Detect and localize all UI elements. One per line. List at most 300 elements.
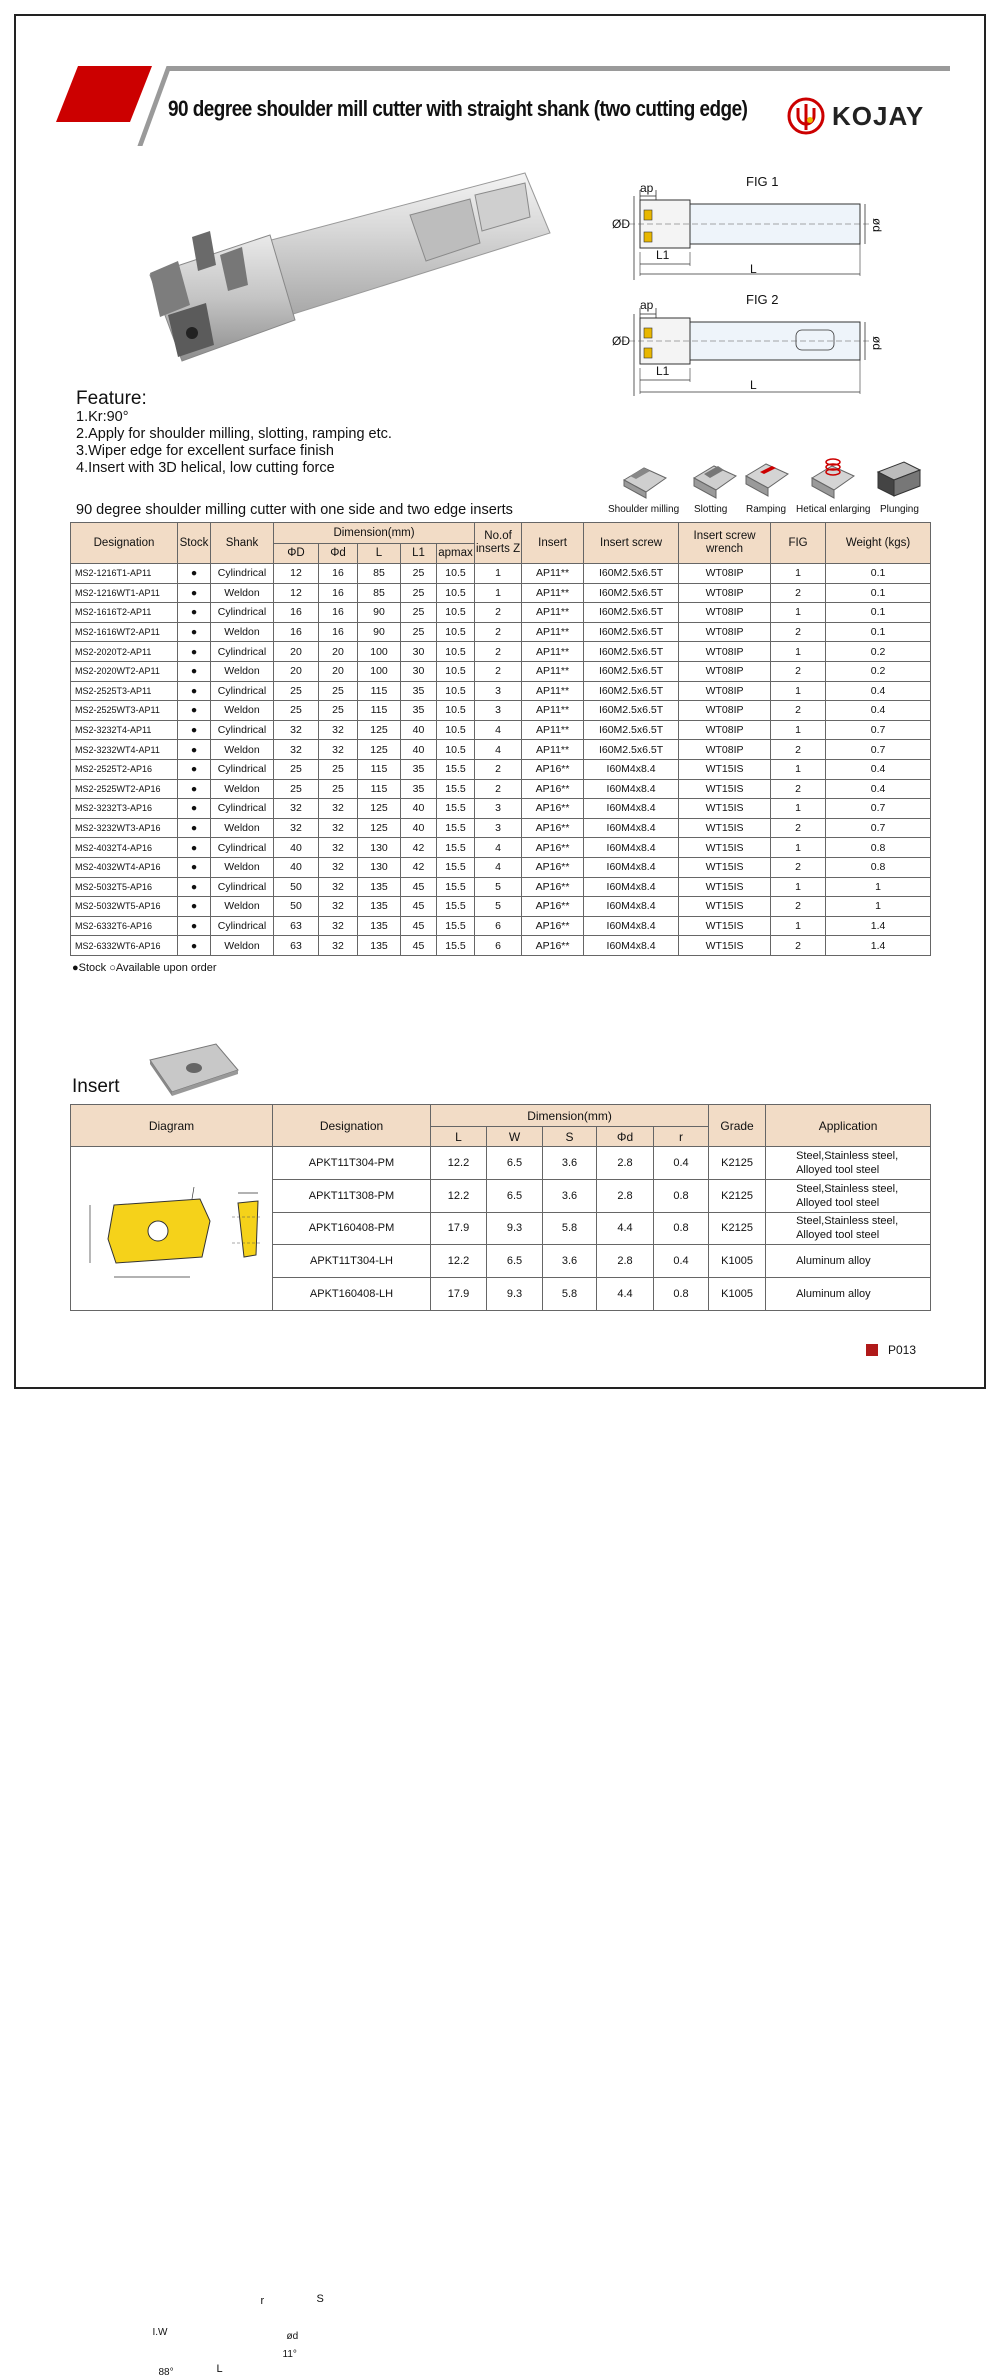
cell-r: 0.4 bbox=[654, 1245, 709, 1278]
cell-insert: AP16** bbox=[522, 916, 584, 936]
cell-weight: 0.4 bbox=[826, 779, 931, 799]
cell-wrench: WT15IS bbox=[679, 818, 771, 838]
cell-D: 50 bbox=[274, 897, 319, 917]
cell-inserts: 2 bbox=[475, 622, 522, 642]
table-row bbox=[71, 701, 931, 721]
table-row bbox=[71, 1147, 931, 1180]
cell-wrench: WT15IS bbox=[679, 779, 771, 799]
cell-insert: AP11** bbox=[522, 661, 584, 681]
cell-insert: AP11** bbox=[522, 681, 584, 701]
cell-shank: Weldon bbox=[211, 818, 274, 838]
cell-fig: 1 bbox=[771, 759, 826, 779]
header-W: W bbox=[487, 1127, 543, 1147]
cell-D: 25 bbox=[274, 779, 319, 799]
cell-application: Steel,Stainless steel, Alloyed tool steel bbox=[766, 1147, 931, 1180]
cell-insert: AP16** bbox=[522, 818, 584, 838]
cell-shank: Cylindrical bbox=[211, 877, 274, 897]
header-rule bbox=[168, 66, 950, 71]
cell-insert: AP11** bbox=[522, 622, 584, 642]
cell-d: 2.8 bbox=[597, 1147, 654, 1180]
cell-fig: 1 bbox=[771, 799, 826, 819]
cell-S: 5.8 bbox=[543, 1278, 597, 1311]
cell-fig: 1 bbox=[771, 877, 826, 897]
cell-L: 125 bbox=[358, 799, 401, 819]
cell-screw: I60M4x8.4 bbox=[584, 799, 679, 819]
cell-shank: Cylindrical bbox=[211, 603, 274, 623]
cell-fig: 2 bbox=[771, 583, 826, 603]
cell-D: 32 bbox=[274, 799, 319, 819]
cell-weight: 0.7 bbox=[826, 818, 931, 838]
cell-application: Steel,Stainless steel, Alloyed tool steel bbox=[766, 1212, 931, 1245]
header-grade: Grade bbox=[709, 1105, 766, 1147]
cell-fig: 2 bbox=[771, 701, 826, 721]
header-screw: Insert screw bbox=[584, 523, 679, 564]
cell-L: 115 bbox=[358, 779, 401, 799]
cell-wrench: WT08IP bbox=[679, 720, 771, 740]
cell-fig: 1 bbox=[771, 838, 826, 858]
cell-shank: Weldon bbox=[211, 583, 274, 603]
cell-shank: Weldon bbox=[211, 897, 274, 917]
cell-d: 25 bbox=[319, 779, 358, 799]
cell-stock: ● bbox=[178, 779, 211, 799]
cell-L: 130 bbox=[358, 857, 401, 877]
cell-shank: Weldon bbox=[211, 622, 274, 642]
table-row bbox=[71, 740, 931, 760]
cell-screw: I60M2.5x6.5T bbox=[584, 564, 679, 584]
fig1-L1-label: L1 bbox=[656, 248, 670, 262]
cell-L: 115 bbox=[358, 681, 401, 701]
cell-L1: 42 bbox=[401, 838, 437, 858]
feature-item: 2.Apply for shoulder milling, slotting, ramping etc. bbox=[76, 426, 392, 442]
app-label-ramping: Ramping bbox=[746, 504, 787, 515]
cell-L: 17.9 bbox=[431, 1212, 487, 1245]
cell-stock: ● bbox=[178, 583, 211, 603]
app-label-helical-enlarging: Hetical enlarging bbox=[796, 504, 871, 515]
cell-inserts: 1 bbox=[475, 583, 522, 603]
cell-designation: MS2-3232T3-AP16 bbox=[71, 799, 178, 819]
cell-designation: MS2-6332WT6-AP16 bbox=[71, 936, 178, 956]
cell-stock: ● bbox=[178, 603, 211, 623]
cell-d: 16 bbox=[319, 583, 358, 603]
cell-insert: AP11** bbox=[522, 701, 584, 721]
cell-stock: ● bbox=[178, 857, 211, 877]
cell-designation: MS2-2525T2-AP16 bbox=[71, 759, 178, 779]
cell-wrench: WT08IP bbox=[679, 642, 771, 662]
cell-stock: ● bbox=[178, 759, 211, 779]
header-stock: Stock bbox=[178, 523, 211, 564]
cell-screw: I60M4x8.4 bbox=[584, 877, 679, 897]
cell-apmax: 10.5 bbox=[437, 642, 475, 662]
cell-L: 125 bbox=[358, 818, 401, 838]
cell-D: 25 bbox=[274, 759, 319, 779]
plunging-icon bbox=[876, 458, 922, 498]
cell-L: 17.9 bbox=[431, 1278, 487, 1311]
cell-stock: ● bbox=[178, 916, 211, 936]
header-designation: Designation bbox=[71, 523, 178, 564]
cell-L1: 25 bbox=[401, 603, 437, 623]
header-shank: Shank bbox=[211, 523, 274, 564]
diagram-label-iw: I.W bbox=[152, 2326, 168, 2338]
cell-D: 40 bbox=[274, 857, 319, 877]
diagram-label-l: L bbox=[216, 2362, 223, 2375]
cell-L1: 45 bbox=[401, 936, 437, 956]
cell-weight: 1 bbox=[826, 897, 931, 917]
shoulder-milling-icon bbox=[622, 458, 668, 498]
header-dimension: Dimension(mm) bbox=[274, 523, 475, 544]
cell-grade: K1005 bbox=[709, 1245, 766, 1278]
app-label-shoulder-milling: Shoulder milling bbox=[608, 504, 680, 515]
diagram-label-88: 88° bbox=[158, 2366, 174, 2378]
cell-L1: 35 bbox=[401, 701, 437, 721]
cell-inserts: 6 bbox=[475, 916, 522, 936]
page-number-text: P013 bbox=[888, 1343, 917, 1357]
cell-W: 9.3 bbox=[487, 1212, 543, 1245]
cell-weight: 0.1 bbox=[826, 603, 931, 623]
cell-r: 0.8 bbox=[654, 1179, 709, 1212]
cell-apmax: 15.5 bbox=[437, 799, 475, 819]
cell-application: Steel,Stainless steel, Alloyed tool steel bbox=[766, 1179, 931, 1212]
cell-screw: I60M4x8.4 bbox=[584, 857, 679, 877]
table-row bbox=[71, 936, 931, 956]
cell-weight: 1.4 bbox=[826, 916, 931, 936]
cell-apmax: 10.5 bbox=[437, 661, 475, 681]
cell-W: 9.3 bbox=[487, 1278, 543, 1311]
header-diagram: Diagram bbox=[71, 1105, 273, 1147]
cell-insert: AP11** bbox=[522, 720, 584, 740]
cell-apmax: 10.5 bbox=[437, 720, 475, 740]
cell-screw: I60M4x8.4 bbox=[584, 838, 679, 858]
header-L: L bbox=[431, 1127, 487, 1147]
cell-d: 20 bbox=[319, 642, 358, 662]
cell-screw: I60M4x8.4 bbox=[584, 818, 679, 838]
cell-wrench: WT15IS bbox=[679, 897, 771, 917]
table-row bbox=[71, 818, 931, 838]
page-number bbox=[866, 1343, 916, 1357]
cell-fig: 2 bbox=[771, 779, 826, 799]
feature-title: Feature: bbox=[76, 388, 147, 409]
cell-apmax: 15.5 bbox=[437, 897, 475, 917]
cell-L: 12.2 bbox=[431, 1179, 487, 1212]
cell-L1: 45 bbox=[401, 897, 437, 917]
cell-apmax: 15.5 bbox=[437, 916, 475, 936]
cell-weight: 0.8 bbox=[826, 838, 931, 858]
cell-shank: Cylindrical bbox=[211, 759, 274, 779]
cell-stock: ● bbox=[178, 642, 211, 662]
cell-d: 32 bbox=[319, 818, 358, 838]
cell-apmax: 10.5 bbox=[437, 622, 475, 642]
cell-screw: I60M2.5x6.5T bbox=[584, 661, 679, 681]
cell-wrench: WT08IP bbox=[679, 661, 771, 681]
cell-inserts: 2 bbox=[475, 661, 522, 681]
diagram-label-d: ød bbox=[286, 2330, 299, 2342]
cell-L1: 42 bbox=[401, 857, 437, 877]
cell-shank: Cylindrical bbox=[211, 720, 274, 740]
table-row bbox=[71, 564, 931, 584]
header-d: Φd bbox=[319, 544, 358, 564]
stock-legend: ●Stock ○Available upon order bbox=[72, 962, 217, 974]
cell-screw: I60M4x8.4 bbox=[584, 936, 679, 956]
cell-designation: MS2-3232WT3-AP16 bbox=[71, 818, 178, 838]
cell-stock: ● bbox=[178, 799, 211, 819]
table-row bbox=[71, 779, 931, 799]
cell-weight: 0.2 bbox=[826, 642, 931, 662]
cell-apmax: 15.5 bbox=[437, 818, 475, 838]
cell-d: 4.4 bbox=[597, 1212, 654, 1245]
cell-L: 135 bbox=[358, 877, 401, 897]
cell-designation: APKT11T304-LH bbox=[273, 1245, 431, 1278]
cell-shank: Cylindrical bbox=[211, 564, 274, 584]
cell-inserts: 4 bbox=[475, 740, 522, 760]
diagram-label-r: r bbox=[260, 2294, 265, 2307]
cell-S: 3.6 bbox=[543, 1147, 597, 1180]
cell-screw: I60M2.5x6.5T bbox=[584, 583, 679, 603]
cell-wrench: WT08IP bbox=[679, 583, 771, 603]
feature-item: 1.Kr:90° bbox=[76, 409, 129, 425]
cell-L1: 35 bbox=[401, 779, 437, 799]
cell-fig: 1 bbox=[771, 642, 826, 662]
cell-grade: K1005 bbox=[709, 1278, 766, 1311]
page-title: 90 degree shoulder mill cutter with straight shank (two cutting edge) bbox=[168, 96, 748, 121]
cell-D: 32 bbox=[274, 720, 319, 740]
fig1-d-label: ød bbox=[870, 217, 885, 233]
cell-designation: MS2-6332T6-AP16 bbox=[71, 916, 178, 936]
header-dimension: Dimension(mm) bbox=[431, 1105, 709, 1127]
cell-designation: APKT160408-PM bbox=[273, 1212, 431, 1245]
cell-stock: ● bbox=[178, 838, 211, 858]
cell-d: 32 bbox=[319, 877, 358, 897]
cell-wrench: WT08IP bbox=[679, 622, 771, 642]
cell-wrench: WT08IP bbox=[679, 681, 771, 701]
cell-d: 32 bbox=[319, 799, 358, 819]
cell-shank: Cylindrical bbox=[211, 681, 274, 701]
diagram-label-s: S bbox=[316, 2292, 324, 2305]
cell-stock: ● bbox=[178, 701, 211, 721]
page-marker-icon bbox=[866, 1344, 878, 1356]
cell-grade: K2125 bbox=[709, 1147, 766, 1180]
cell-apmax: 15.5 bbox=[437, 877, 475, 897]
cell-d: 16 bbox=[319, 622, 358, 642]
cell-d: 32 bbox=[319, 936, 358, 956]
header-r: r bbox=[654, 1127, 709, 1147]
cell-fig: 2 bbox=[771, 897, 826, 917]
cell-D: 16 bbox=[274, 622, 319, 642]
header-designation: Designation bbox=[273, 1105, 431, 1147]
cell-d: 32 bbox=[319, 720, 358, 740]
cell-apmax: 10.5 bbox=[437, 564, 475, 584]
cell-inserts: 3 bbox=[475, 799, 522, 819]
cell-stock: ● bbox=[178, 622, 211, 642]
cell-d: 32 bbox=[319, 897, 358, 917]
cell-designation: MS2-1616T2-AP11 bbox=[71, 603, 178, 623]
cell-L: 115 bbox=[358, 759, 401, 779]
fig1-D-label: ØD bbox=[612, 217, 630, 231]
cell-L1: 45 bbox=[401, 877, 437, 897]
cell-weight: 0.2 bbox=[826, 661, 931, 681]
diagram-label-11: 11° bbox=[282, 2348, 297, 2360]
cell-insert: AP11** bbox=[522, 642, 584, 662]
cell-apmax: 15.5 bbox=[437, 936, 475, 956]
cell-fig: 2 bbox=[771, 740, 826, 760]
cell-L1: 35 bbox=[401, 759, 437, 779]
cell-L: 12.2 bbox=[431, 1245, 487, 1278]
cell-D: 50 bbox=[274, 877, 319, 897]
cell-shank: Weldon bbox=[211, 740, 274, 760]
cell-L: 85 bbox=[358, 564, 401, 584]
cell-fig: 2 bbox=[771, 818, 826, 838]
cell-designation: MS2-4032T4-AP16 bbox=[71, 838, 178, 858]
cell-fig: 1 bbox=[771, 564, 826, 584]
cell-inserts: 2 bbox=[475, 759, 522, 779]
cell-shank: Cylindrical bbox=[211, 642, 274, 662]
cell-inserts: 2 bbox=[475, 642, 522, 662]
cell-inserts: 2 bbox=[475, 603, 522, 623]
cell-inserts: 3 bbox=[475, 818, 522, 838]
cutter-illustration bbox=[130, 165, 560, 375]
cell-inserts: 3 bbox=[475, 681, 522, 701]
fig2-D-label: ØD bbox=[612, 334, 630, 348]
cell-insert: AP16** bbox=[522, 897, 584, 917]
cell-inserts: 6 bbox=[475, 936, 522, 956]
cell-wrench: WT08IP bbox=[679, 740, 771, 760]
brand-logo bbox=[786, 92, 950, 140]
cell-weight: 0.8 bbox=[826, 857, 931, 877]
cell-inserts: 4 bbox=[475, 857, 522, 877]
header-slash-decoration bbox=[56, 66, 152, 122]
cell-designation: MS2-5032T5-AP16 bbox=[71, 877, 178, 897]
cell-insert: AP16** bbox=[522, 877, 584, 897]
header-apmax: apmax bbox=[437, 544, 475, 564]
cell-L1: 40 bbox=[401, 720, 437, 740]
header-inserts: No.of inserts Z bbox=[475, 523, 522, 564]
cell-D: 32 bbox=[274, 818, 319, 838]
cell-weight: 0.4 bbox=[826, 701, 931, 721]
cell-L1: 25 bbox=[401, 564, 437, 584]
cell-inserts: 1 bbox=[475, 564, 522, 584]
cell-L1: 30 bbox=[401, 661, 437, 681]
header-wrench: Insert screw wrench bbox=[679, 523, 771, 564]
cell-d: 20 bbox=[319, 661, 358, 681]
cell-d: 2.8 bbox=[597, 1245, 654, 1278]
table-row bbox=[71, 642, 931, 662]
table-row bbox=[71, 661, 931, 681]
feature-item: 4.Insert with 3D helical, low cutting force bbox=[76, 460, 335, 476]
cell-stock: ● bbox=[178, 564, 211, 584]
cell-stock: ● bbox=[178, 720, 211, 740]
cell-d: 2.8 bbox=[597, 1179, 654, 1212]
cell-designation: MS2-2020T2-AP11 bbox=[71, 642, 178, 662]
cell-wrench: WT15IS bbox=[679, 857, 771, 877]
header-D: ΦD bbox=[274, 544, 319, 564]
cell-d: 16 bbox=[319, 564, 358, 584]
cell-shank: Cylindrical bbox=[211, 916, 274, 936]
cell-S: 5.8 bbox=[543, 1212, 597, 1245]
cell-shank: Weldon bbox=[211, 779, 274, 799]
cell-D: 63 bbox=[274, 936, 319, 956]
brand-name: KOJAY bbox=[832, 100, 925, 131]
cell-apmax: 15.5 bbox=[437, 857, 475, 877]
cell-application: Aluminum alloy bbox=[766, 1245, 931, 1278]
cell-d: 32 bbox=[319, 740, 358, 760]
header-insert: Insert bbox=[522, 523, 584, 564]
cell-shank: Cylindrical bbox=[211, 838, 274, 858]
table-row bbox=[71, 857, 931, 877]
cell-screw: I60M2.5x6.5T bbox=[584, 681, 679, 701]
cell-S: 3.6 bbox=[543, 1179, 597, 1212]
cell-L: 125 bbox=[358, 720, 401, 740]
cell-d: 4.4 bbox=[597, 1278, 654, 1311]
cell-designation: MS2-5032WT5-AP16 bbox=[71, 897, 178, 917]
brand-mark-icon bbox=[786, 96, 826, 136]
cell-insert: AP11** bbox=[522, 564, 584, 584]
cell-D: 20 bbox=[274, 642, 319, 662]
cell-inserts: 5 bbox=[475, 897, 522, 917]
cell-screw: I60M2.5x6.5T bbox=[584, 701, 679, 721]
cell-L: 135 bbox=[358, 916, 401, 936]
cell-D: 25 bbox=[274, 681, 319, 701]
ramping-icon bbox=[744, 458, 790, 498]
cell-d: 16 bbox=[319, 603, 358, 623]
table-row bbox=[71, 720, 931, 740]
cell-r: 0.8 bbox=[654, 1212, 709, 1245]
cell-insert: AP16** bbox=[522, 936, 584, 956]
cell-insert: AP11** bbox=[522, 603, 584, 623]
cell-apmax: 10.5 bbox=[437, 701, 475, 721]
cell-wrench: WT08IP bbox=[679, 564, 771, 584]
cell-S: 3.6 bbox=[543, 1245, 597, 1278]
cell-insert: AP11** bbox=[522, 740, 584, 760]
cell-screw: I60M2.5x6.5T bbox=[584, 642, 679, 662]
cell-L1: 40 bbox=[401, 818, 437, 838]
cell-designation: APKT11T308-PM bbox=[273, 1179, 431, 1212]
fig2-d-label: ød bbox=[870, 335, 885, 351]
cell-D: 12 bbox=[274, 564, 319, 584]
cell-designation: MS2-1216T1-AP11 bbox=[71, 564, 178, 584]
cell-screw: I60M2.5x6.5T bbox=[584, 603, 679, 623]
cell-apmax: 15.5 bbox=[437, 838, 475, 858]
cell-inserts: 2 bbox=[475, 779, 522, 799]
cell-inserts: 4 bbox=[475, 720, 522, 740]
cell-designation: MS2-2525T3-AP11 bbox=[71, 681, 178, 701]
fig2-label: FIG 2 bbox=[746, 292, 779, 307]
cell-wrench: WT08IP bbox=[679, 603, 771, 623]
cell-L: 115 bbox=[358, 701, 401, 721]
cell-L: 100 bbox=[358, 661, 401, 681]
cell-d: 32 bbox=[319, 916, 358, 936]
header-L1: L1 bbox=[401, 544, 437, 564]
header-weight: Weight (kgs) bbox=[826, 523, 931, 564]
cell-designation: MS2-2525WT2-AP16 bbox=[71, 779, 178, 799]
cell-screw: I60M2.5x6.5T bbox=[584, 740, 679, 760]
fig2-L1-label: L1 bbox=[656, 364, 670, 378]
fig1-label: FIG 1 bbox=[746, 174, 779, 189]
cell-D: 40 bbox=[274, 838, 319, 858]
helical-enlarging-icon bbox=[810, 458, 856, 498]
cell-inserts: 4 bbox=[475, 838, 522, 858]
insert-diagram-cell bbox=[71, 1147, 324, 2378]
cell-L: 135 bbox=[358, 936, 401, 956]
cell-insert: AP16** bbox=[522, 779, 584, 799]
header-L: L bbox=[358, 544, 401, 564]
cell-d: 25 bbox=[319, 759, 358, 779]
insert-diagram bbox=[72, 1147, 272, 1307]
cell-fig: 2 bbox=[771, 661, 826, 681]
cell-L1: 25 bbox=[401, 583, 437, 603]
cell-apmax: 10.5 bbox=[437, 681, 475, 701]
cell-d: 25 bbox=[319, 681, 358, 701]
cell-weight: 1.4 bbox=[826, 936, 931, 956]
cutter-table bbox=[70, 522, 931, 956]
cell-apmax: 10.5 bbox=[437, 603, 475, 623]
